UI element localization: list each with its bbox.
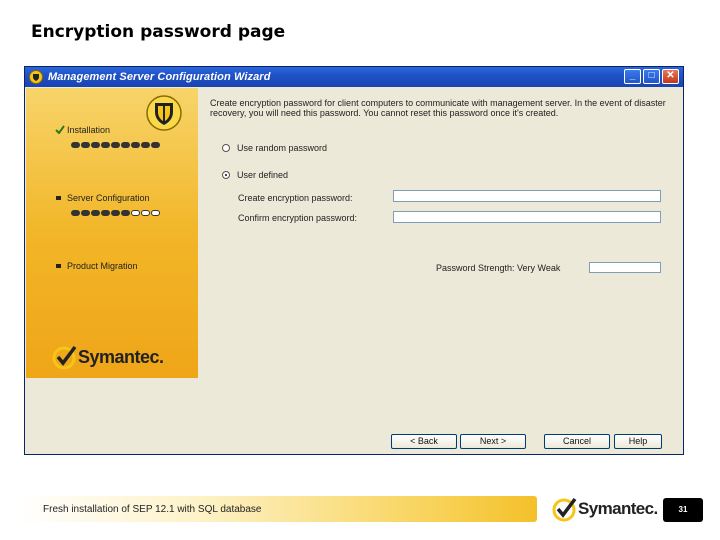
wizard-sidebar [26,88,198,378]
radio-user-defined[interactable] [222,171,230,179]
maximize-button[interactable]: □ [643,69,660,84]
bullet-icon [56,196,61,200]
step-server-configuration [55,193,150,203]
progress-dot [141,142,150,148]
radio-label: Use random password [237,143,328,153]
title-bar[interactable] [25,67,683,87]
symantec-check-icon [552,496,578,522]
progress-dot [121,142,130,148]
footer-brand-text: Symantec. [578,499,658,518]
progress-dot [111,142,120,148]
password-strength-meter [589,262,661,273]
bullet-icon [56,264,61,268]
shield-logo-icon [146,94,182,132]
progress-dot [131,142,140,148]
progress-dot [71,210,80,216]
radio-label: User defined [237,170,289,180]
shield-icon [29,70,43,84]
create-password-label: Create encryption password: [238,193,353,203]
step-installation [55,125,110,135]
progress-dot [111,210,120,216]
step-label: Product Migration [67,261,138,271]
step-label: Installation [67,125,111,135]
progress-dot [81,142,90,148]
cancel-button[interactable]: Cancel [544,434,610,449]
next-button[interactable]: Next > [460,434,526,449]
progress-dot [151,142,160,148]
minimize-button[interactable]: _ [624,69,641,84]
brand-text: Symantec. [78,346,164,367]
footer-caption: Fresh installation of SEP 12.1 with SQL database [43,504,262,515]
progress-dot [71,142,80,148]
radio-random[interactable] [222,144,230,152]
symantec-logo [52,344,164,370]
progress-dot [91,210,100,216]
step-product-migration [55,261,138,271]
back-button[interactable]: < Back [391,434,457,449]
option-random-password[interactable] [222,143,327,153]
description-text: Create encryption password for client computers to communicate with management server. In the event of disaster recovery, you will need this password. You cannot reset this password once it's created. [210,98,666,118]
symantec-check-icon [52,344,78,370]
progress-dot [121,210,130,216]
confirm-password-label: Confirm encryption password: [238,213,358,223]
close-button[interactable]: ✕ [662,69,679,84]
help-button[interactable]: Help [614,434,662,449]
page-number: 31 [663,498,703,522]
password-strength-label: Password Strength: Very Weak [436,263,561,273]
progress-dots-installation [71,142,160,148]
footer-symantec-logo [552,496,658,522]
checkmark-icon [55,125,65,134]
window-title: Management Server Configuration Wizard [48,71,271,83]
progress-dot [141,210,150,216]
progress-dot [151,210,160,216]
footer-bar [17,496,537,522]
progress-dot [81,210,90,216]
create-password-input[interactable] [393,190,661,202]
progress-dot [101,142,110,148]
progress-dot [101,210,110,216]
wizard-window [24,66,684,455]
progress-dot [131,210,140,216]
option-user-defined[interactable] [222,170,288,180]
progress-dot [91,142,100,148]
confirm-password-input[interactable] [393,211,661,223]
slide-title: Encryption password page [31,22,286,42]
step-label: Server Configuration [67,193,150,203]
progress-dots-server-configuration [71,210,160,216]
